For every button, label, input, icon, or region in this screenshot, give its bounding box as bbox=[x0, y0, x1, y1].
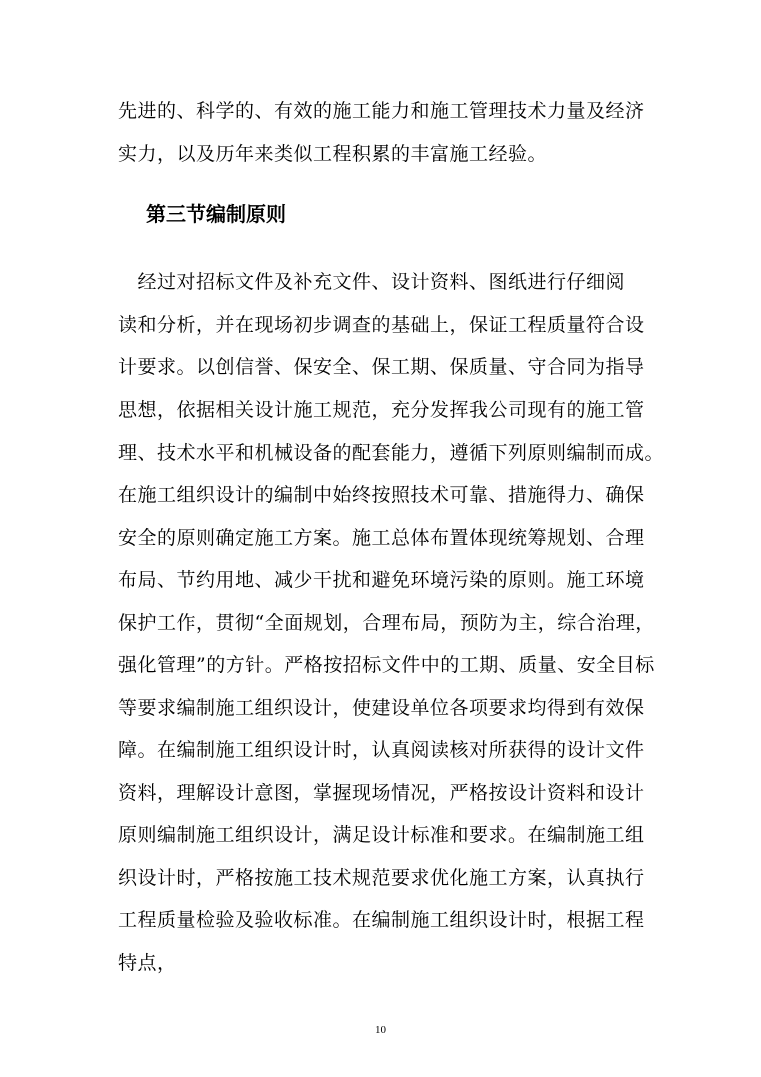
section-heading: 第三节编制原则 bbox=[146, 202, 286, 226]
paragraph-line: 原则编制施工组织设计，满足设计标准和要求。在编制施工组 bbox=[118, 824, 645, 846]
paragraph-line: 保护工作，贯彻“全面规划，合理布局，预防为主，综合治理， bbox=[118, 612, 655, 634]
paragraph-line: 障。在编制施工组织设计时，认真阅读核对所获得的设计文件 bbox=[118, 739, 645, 761]
paragraph-line: 特点， bbox=[118, 952, 177, 974]
paragraph-line: 安全的原则确定施工方案。施工总体布置体现统筹规划、合理 bbox=[118, 527, 645, 549]
paragraph-line: 布局、节约用地、减少干扰和避免环境污染的原则。施工环境 bbox=[118, 569, 645, 591]
paragraph-line: 思想，依据相关设计施工规范，充分发挥我公司现有的施工管 bbox=[118, 399, 645, 421]
paragraph-line: 强化管理”的方针。严格按招标文件中的工期、质量、安全目标 bbox=[118, 654, 655, 676]
paragraph-line: 等要求编制施工组织设计，使建设单位各项要求均得到有效保 bbox=[118, 697, 645, 719]
paragraph-line: 织设计时，严格按施工技术规范要求优化施工方案，认真执行 bbox=[118, 867, 645, 889]
intro-line: 实力，以及历年来类似工程积累的丰富施工经验。 bbox=[118, 143, 548, 165]
paragraph-line: 理、技术水平和机械设备的配套能力，遵循下列原则编制而成。 bbox=[118, 442, 665, 464]
paragraph-line: 经过对招标文件及补充文件、设计资料、图纸进行仔细阅 bbox=[118, 271, 626, 293]
paragraph-line: 计要求。以创信誉、保安全、保工期、保质量、守合同为指导 bbox=[118, 356, 645, 378]
paragraph-line: 读和分析，并在现场初步调查的基础上，保证工程质量符合设 bbox=[118, 314, 645, 336]
paragraph-line: 在施工组织设计的编制中始终按照技术可靠、措施得力、确保 bbox=[118, 484, 645, 506]
page-number: 10 bbox=[375, 1024, 386, 1036]
paragraph-line: 资料，理解设计意图，掌握现场情况，严格按设计资料和设计 bbox=[118, 782, 645, 804]
paragraph-line: 工程质量检验及验收标准。在编制施工组织设计时，根据工程 bbox=[118, 909, 645, 931]
intro-line: 先进的、科学的、有效的施工能力和施工管理技术力量及经济 bbox=[118, 100, 645, 122]
